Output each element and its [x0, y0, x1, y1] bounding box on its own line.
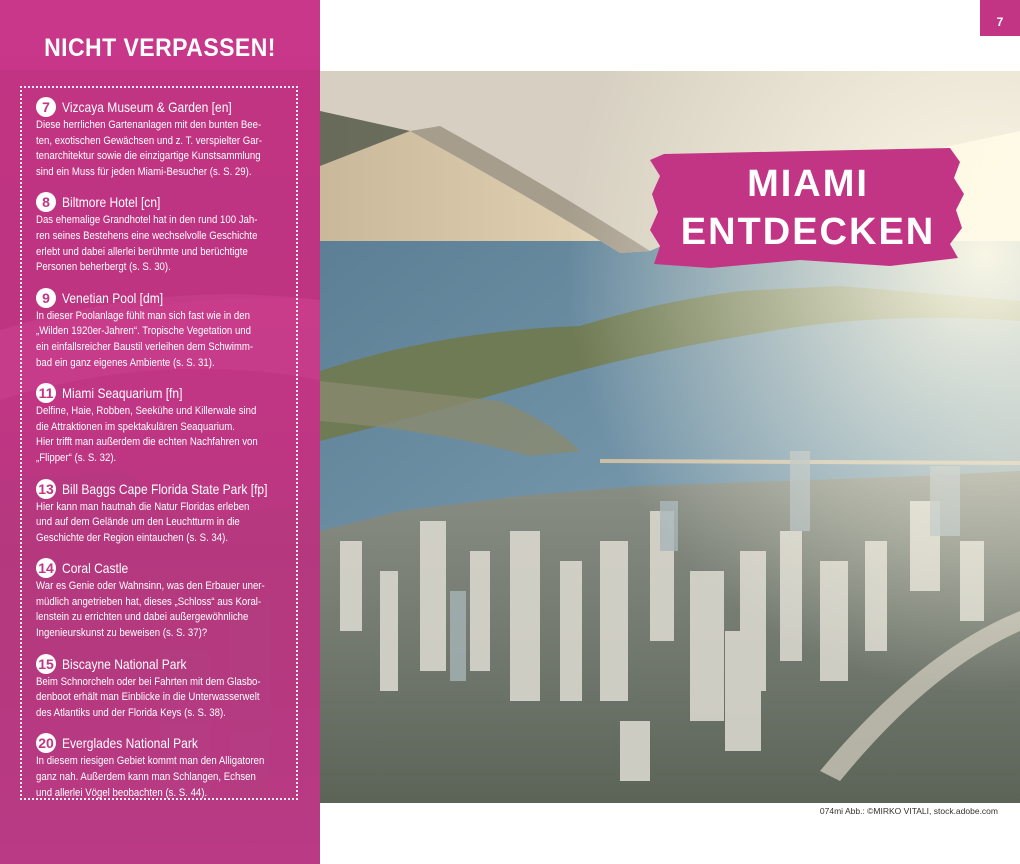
description-line: Das ehemalige Grandhotel hat in den rund 100 Jah- [36, 214, 258, 227]
description-line: bad ein ganz eigenes Ambiente (s. S. 31). [36, 356, 215, 369]
highlight-description [36, 579, 287, 641]
description-line: In diesem riesigen Gebiet kommt man den Alligatoren [36, 755, 265, 768]
highlight-title: Vizcaya Museum & Garden [en] [62, 99, 232, 115]
highlight-header [36, 479, 288, 499]
highlight-item [36, 733, 288, 801]
description-line: ten, exotischen Gewächsen und z. T. verspielter Gar- [36, 134, 263, 147]
highlight-item [36, 479, 288, 547]
description-line: lenstein zu errichten und dabei außergewöhnliche [36, 611, 249, 624]
highlight-title: Miami Seaquarium [fn] [62, 385, 183, 402]
description-line: sind ein Muss für jeden Miami-Besucher (s. S. 29). [36, 165, 252, 178]
highlight-item [36, 288, 288, 371]
description-line: Beim Schnorcheln oder bei Fahrten mit dem Glasbo- [36, 675, 261, 688]
highlight-item [36, 383, 288, 466]
description-line: Delfine, Haie, Robben, Seekühe und Killerwale sind [36, 405, 257, 418]
sidebar-panel [0, 0, 320, 864]
highlight-description [36, 118, 287, 180]
highlight-number-badge: 9 [36, 288, 56, 308]
highlight-item [36, 192, 288, 275]
highlight-header [36, 654, 288, 674]
headline-line-1: MIAMI [747, 163, 869, 205]
highlight-description [36, 404, 287, 466]
highlight-number-badge: 11 [36, 383, 56, 403]
highlight-title: Biltmore Hotel [cn] [62, 194, 161, 211]
sidebar-title: NICHT VERPASSEN! [44, 34, 276, 62]
highlight-number-badge: 20 [36, 733, 56, 753]
highlight-header [36, 192, 288, 212]
highlight-item [36, 654, 288, 722]
highlight-number-badge: 8 [36, 192, 56, 212]
highlight-item [36, 97, 288, 180]
highlight-description [36, 500, 287, 547]
description-line: erlebt und dabei allerlei berühmte und berüchtigte [36, 245, 248, 258]
highlight-header [36, 97, 288, 117]
highlight-item [36, 558, 288, 641]
description-line: und auf dem Gelände um den Leuchtturm in die [36, 516, 240, 529]
highlight-description [36, 754, 287, 801]
description-line: In dieser Poolanlage fühlt man sich fast wie in den [36, 309, 250, 322]
description-line: denboot erhält man Einblicke in die Unterwasserwelt [36, 691, 260, 704]
highlight-title: Biscayne National Park [62, 655, 187, 672]
description-line: Ingenieurskunst zu beweisen (s. S. 37)? [36, 627, 208, 640]
highlight-title: Venetian Pool [dm] [62, 289, 164, 306]
highlight-number-badge: 14 [36, 558, 56, 578]
page-number: 7 [980, 0, 1020, 36]
description-line: und allerlei Vögel beobachten (s. S. 44). [36, 786, 208, 799]
highlights-list [36, 97, 288, 813]
description-line: Personen beherbergt (s. S. 30). [36, 261, 171, 274]
headline-text [650, 160, 966, 256]
description-line: müdlich angetrieben hat, dieses „Schloss“ aus Koral- [36, 595, 262, 608]
description-line: War es Genie oder Wahnsinn, was den Erbauer uner- [36, 580, 265, 593]
photo-credit: 074mi Abb.: ©MIRKO VITALI, stock.adobe.com [819, 806, 998, 816]
highlight-header [36, 733, 288, 753]
highlight-number-badge: 13 [36, 479, 56, 499]
description-line: „Wilden 1920er-Jahren“. Tropische Vegetation und [36, 325, 252, 338]
highlight-description [36, 675, 287, 722]
description-line: die Attraktionen im spektakulären Seaquarium. [36, 420, 235, 433]
description-line: Hier trifft man außerdem die echten Nachfahren von [36, 436, 258, 449]
highlight-header [36, 383, 288, 403]
highlight-title: Bill Baggs Cape Florida State Park [fp] [62, 480, 268, 497]
highlight-header [36, 288, 288, 308]
highlight-title: Everglades National Park [62, 735, 198, 752]
highlight-description [36, 213, 287, 275]
description-line: des Atlantiks und der Florida Keys (s. S. 38). [36, 706, 226, 719]
description-line: tenarchitektur sowie die einzigartige Kunstsammlung [36, 150, 261, 163]
highlight-header [36, 558, 288, 578]
description-line: Hier kann man hautnah die Natur Floridas erleben [36, 500, 250, 513]
highlight-title: Coral Castle [62, 560, 129, 577]
headline-banner [650, 148, 966, 270]
description-line: ren seines Bestehens eine wechselvolle Geschichte [36, 229, 258, 242]
highlight-number-badge: 7 [36, 97, 56, 117]
description-line: Geschichte der Region eintauchen (s. S. 34). [36, 531, 229, 544]
highlight-number-badge: 15 [36, 654, 56, 674]
headline-line-2: ENTDECKEN [680, 211, 936, 253]
description-line: ganz nah. Außerdem kann man Schlangen, Echsen [36, 771, 256, 784]
description-line: ein einfallsreicher Baustil verleihen dem Schwimm- [36, 340, 254, 353]
description-line: „Flipper“ (s. S. 32). [36, 451, 117, 464]
description-line: Diese herrlichen Gartenanlagen mit den bunten Bee- [36, 119, 262, 131]
highlight-description [36, 309, 287, 371]
